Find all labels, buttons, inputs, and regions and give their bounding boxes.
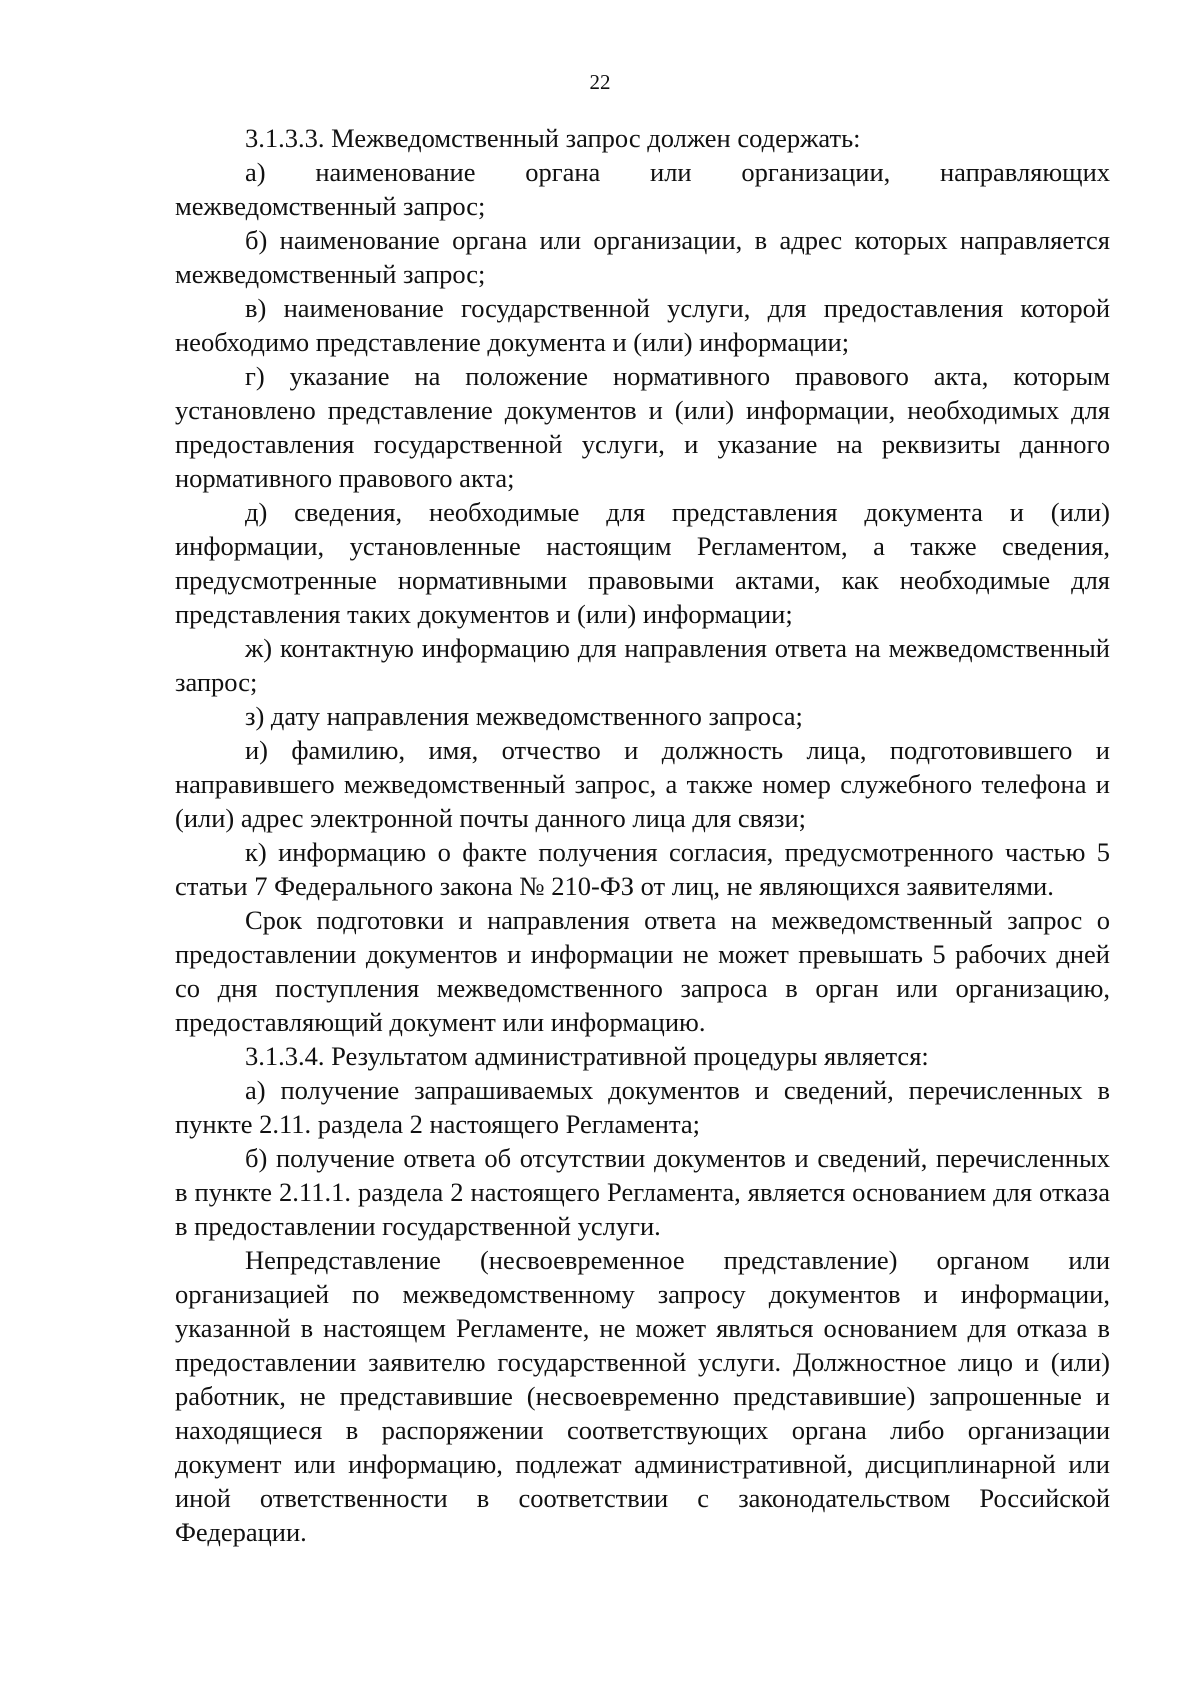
paragraph-result-b: б) получение ответа об отсутствии документов и сведений, перечисленных в пункте 2.11.1. раздела 2 настоящего Регламента, является основанием для отказа в предоставлении государственной услуги. xyxy=(175,1143,1110,1241)
paragraph-result-a: а) получение запрашиваемых документов и сведений, перечисленных в пункте 2.11. раздела 2 настоящего Регламента; xyxy=(175,1075,1110,1139)
paragraph-item-a: а) наименование органа или организации, направляющих межведомственный запрос; xyxy=(175,157,1110,221)
paragraph-item-zh: ж) контактную информацию для направления ответа на межведомственный запрос; xyxy=(175,633,1110,697)
paragraph-item-b: б) наименование органа или организации, в адрес которых направляется межведомственный запрос; xyxy=(175,225,1110,289)
paragraph-item-k: к) информацию о факте получения согласия, предусмотренного частью 5 статьи 7 Федерального закона № 210-ФЗ от лиц, не являющихся заявителями. xyxy=(175,837,1110,901)
paragraph-item-d: д) сведения, необходимые для представления документа и (или) информации, установленные настоящим Регламентом, а также сведения, предусмотренные нормативными правовыми актами, как необходимые для представления таких документов и (или) информации; xyxy=(175,497,1110,629)
paragraph-item-i: и) фамилию, имя, отчество и должность лица, подготовившего и направившего межведомственный запрос, а также номер служебного телефона и (или) адрес электронной почты данного лица для связи; xyxy=(175,735,1110,833)
paragraph-item-v: в) наименование государственной услуги, для предоставления которой необходимо представление документа и (или) информации; xyxy=(175,293,1110,357)
paragraph-3-1-3-3-heading: 3.1.3.3. Межведомственный запрос должен содержать: xyxy=(245,123,861,153)
page-number: 22 xyxy=(589,70,611,94)
document-body xyxy=(175,121,1110,1549)
paragraph-item-z: з) дату направления межведомственного запроса; xyxy=(245,701,803,731)
paragraph-response-deadline: Срок подготовки и направления ответа на межведомственный запрос о предоставлении документов и информации не может превышать 5 рабочих дней со дня поступления межведомственного запроса в орган или организацию, предоставляющий документ или информацию. xyxy=(175,905,1110,1037)
paragraph-non-submission: Непредставление (несвоевременное представление) органом или организацией по межведомственному запросу документов и информации, указанной в настоящем Регламенте, не может являться основанием для отказа в предоставлении заявителю государственной услуги. Должностное лицо и (или) работник, не представившие (несвоевременно представившие) запрошенные и находящиеся в распоряжении соответствующих органа либо организации документ или информацию, подлежат административной, дисциплинарной или иной ответственности в соответствии с законодательством Российской Федерации. xyxy=(175,1245,1110,1547)
paragraph-3-1-3-4-heading: 3.1.3.4. Результатом административной процедуры является: xyxy=(245,1041,929,1071)
paragraph-item-g: г) указание на положение нормативного правового акта, которым установлено представление документов и (или) информации, необходимых для предоставления государственной услуги, и указание на реквизиты данного нормативного правового акта; xyxy=(175,361,1110,493)
